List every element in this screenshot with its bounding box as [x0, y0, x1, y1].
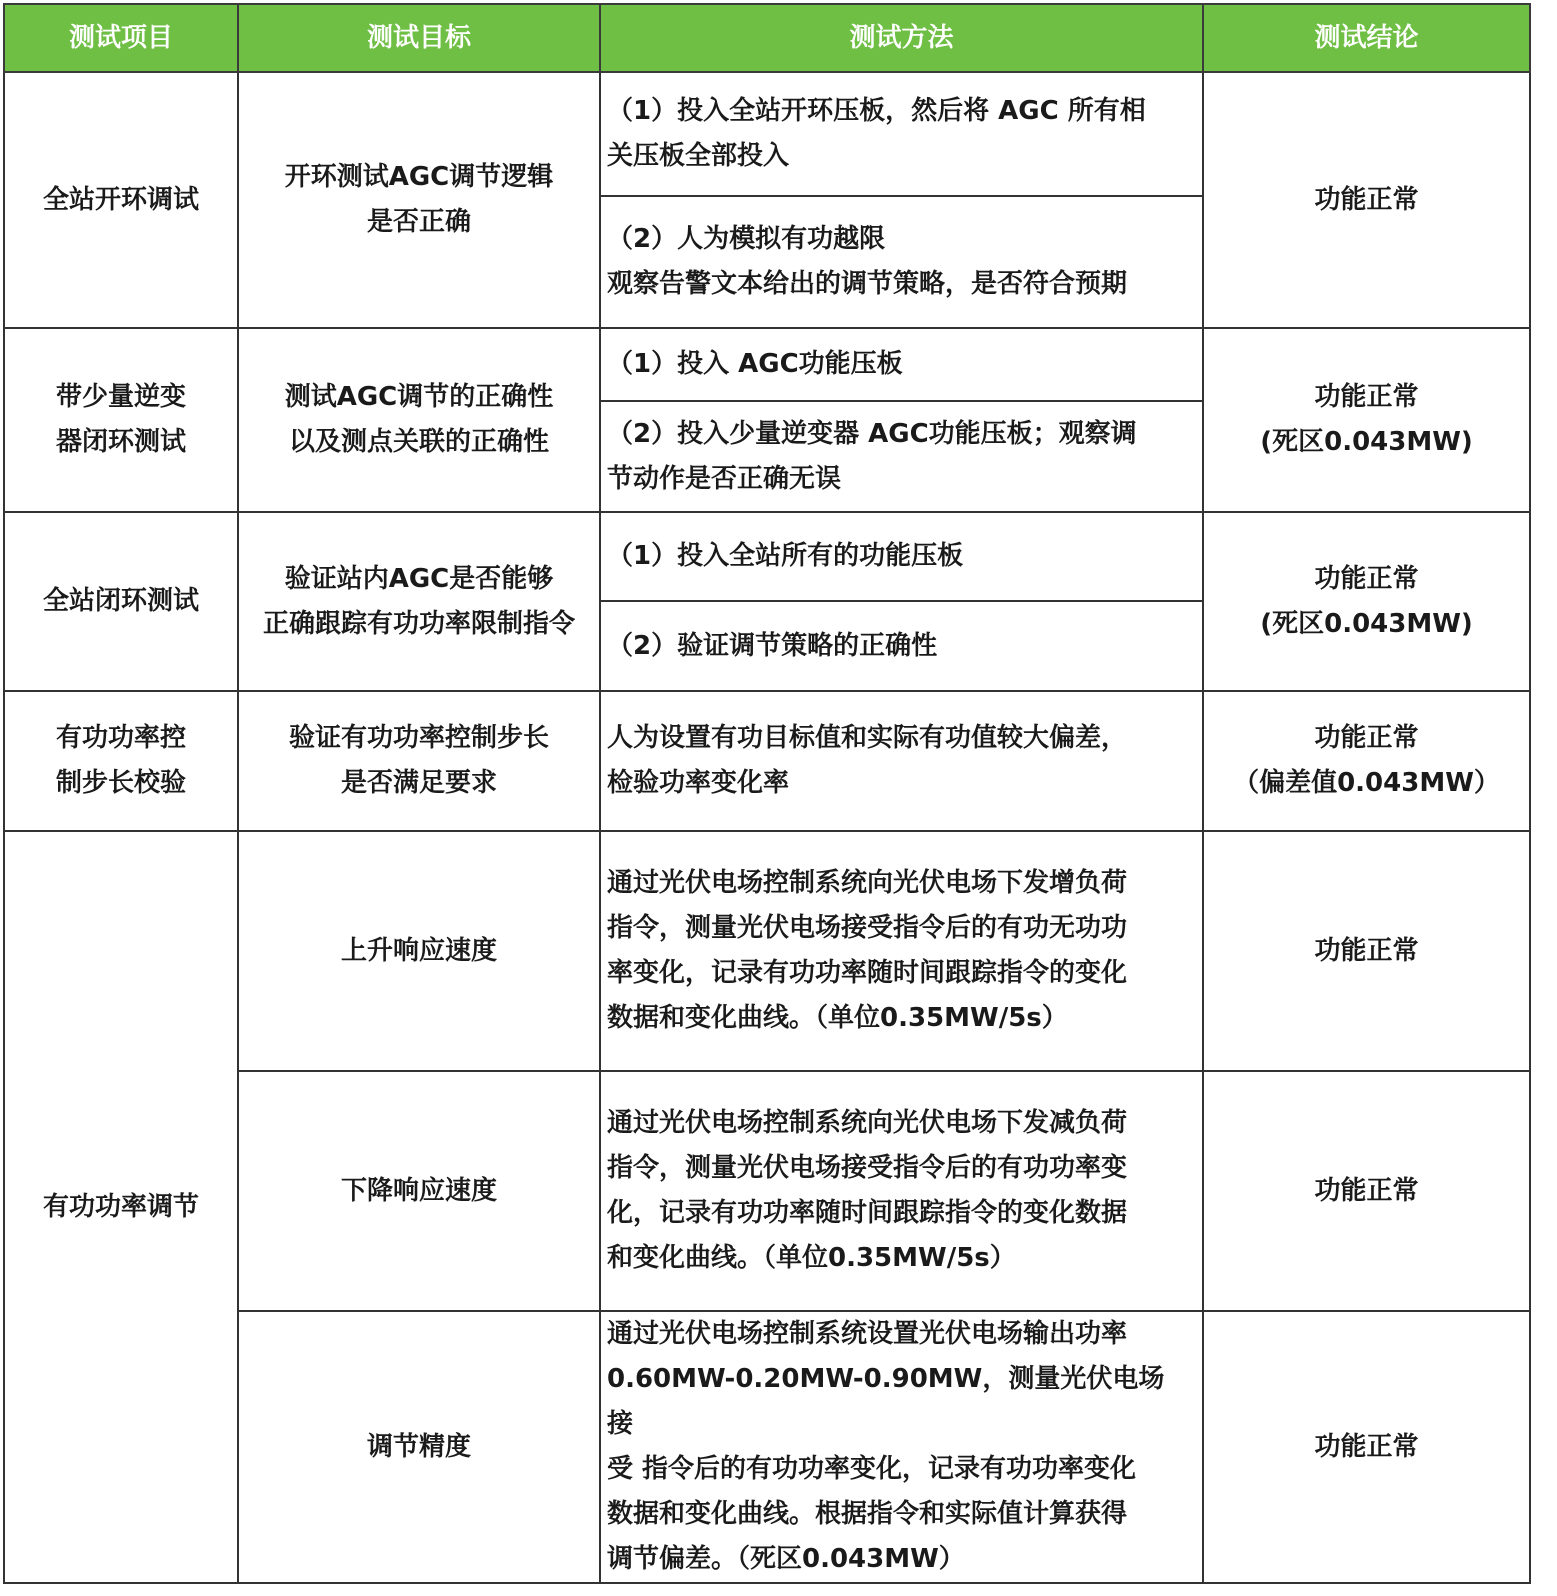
goal-line: 测试AGC调节的正确性	[284, 382, 554, 412]
method-line: 人为设置有功目标值和实际有功值较大偏差，	[607, 723, 1128, 753]
result-cell: 功能正常	[1203, 1071, 1530, 1311]
method-cell	[600, 512, 1203, 601]
method-cell	[600, 401, 1203, 512]
result-cell	[1203, 512, 1530, 691]
goal-line: 以及测点关联的正确性	[288, 427, 549, 457]
result-cell: 功能正常	[1203, 831, 1530, 1071]
item-line: 带少量逆变	[55, 382, 186, 412]
item-line: 器闭环测试	[55, 427, 186, 457]
method-line: 通过光伏电场控制系统向光伏电场下发增负荷	[607, 868, 1128, 898]
result-line: 功能正常	[1314, 184, 1419, 215]
method-cell	[600, 831, 1203, 1071]
method-line: 率变化，记录有功功率随时间跟踪指令的变化	[607, 958, 1128, 988]
method-line: 通过光伏电场控制系统向光伏电场下发减负荷	[607, 1108, 1128, 1138]
goal-line: 验证站内AGC是否能够	[284, 563, 554, 594]
goal-line: 是否满足要求	[340, 768, 497, 798]
header-test-method: 测试方法	[600, 4, 1203, 72]
method-cell	[600, 328, 1203, 401]
method-line: 指令，测量光伏电场接受指令后的有功无功功	[607, 913, 1128, 943]
agc-test-table	[3, 3, 1531, 1584]
method-line: （1）投入全站开环压板，然后将 AGC 所有相	[607, 96, 1146, 126]
table-row	[4, 691, 1530, 831]
result-cell	[1203, 328, 1530, 512]
result-line: 功能正常	[1314, 723, 1419, 753]
goal-line: 开环测试AGC调节逻辑	[284, 162, 554, 192]
item-cell: 全站闭环测试	[4, 512, 238, 691]
table-row	[4, 328, 1530, 401]
goal-cell	[238, 328, 600, 512]
item-cell: 全站开环调试	[4, 72, 238, 328]
header-test-result: 测试结论	[1203, 4, 1530, 72]
goal-cell: 调节精度	[238, 1311, 600, 1583]
method-line: 通过光伏电场控制系统设置光伏电场输出功率	[607, 1319, 1128, 1349]
method-line: （1）投入 AGC功能压板	[607, 349, 903, 379]
method-line: 0.60MW-0.20MW-0.90MW，测量光伏电场接	[607, 1364, 1165, 1439]
method-line: （1）投入全站所有的功能压板	[607, 541, 964, 571]
item-cell	[4, 328, 238, 512]
result-line: 功能正常	[1314, 563, 1419, 594]
method-line: 指令，测量光伏电场接受指令后的有功功率变	[607, 1153, 1128, 1183]
method-line: 和变化曲线。（单位0.35MW/5s）	[607, 1243, 1016, 1273]
method-line: 受 指令后的有功功率变化，记录有功功率变化	[607, 1454, 1137, 1484]
result-cell	[1203, 72, 1530, 328]
header-test-item: 测试项目	[4, 4, 238, 72]
method-cell	[600, 1311, 1203, 1583]
method-line: （2）验证调节策略的正确性	[607, 630, 938, 661]
header-row	[4, 4, 1530, 72]
goal-line: 正确跟踪有功功率限制指令	[262, 608, 575, 639]
result-line: (死区0.043MW)	[1260, 608, 1473, 639]
item-cell	[4, 691, 238, 831]
method-cell	[600, 691, 1203, 831]
method-cell	[600, 72, 1203, 196]
method-cell	[600, 601, 1203, 691]
result-line: 功能正常	[1314, 382, 1419, 412]
method-line: 关压板全部投入	[607, 141, 790, 171]
item-line: 制步长校验	[55, 768, 186, 798]
table-row	[4, 512, 1530, 601]
goal-cell	[238, 691, 600, 831]
result-cell	[1203, 691, 1530, 831]
method-line: （2）投入少量逆变器 AGC功能压板；观察调	[607, 418, 1137, 449]
item-line: 有功功率控	[55, 723, 186, 753]
header-test-goal: 测试目标	[238, 4, 600, 72]
method-line: 数据和变化曲线。（单位0.35MW/5s）	[607, 1003, 1068, 1033]
method-line: 调节偏差。（死区0.043MW）	[607, 1544, 965, 1574]
result-cell: 功能正常	[1203, 1311, 1530, 1583]
result-line: (死区0.043MW)	[1260, 427, 1473, 457]
goal-cell	[238, 512, 600, 691]
method-line: 数据和变化曲线。根据指令和实际值计算获得	[607, 1499, 1128, 1529]
table-row	[4, 831, 1530, 1071]
goal-cell: 下降响应速度	[238, 1071, 600, 1311]
method-cell	[600, 196, 1203, 328]
result-line: （偏差值0.043MW）	[1233, 768, 1500, 798]
method-line: 化，记录有功功率随时间跟踪指令的变化数据	[607, 1198, 1128, 1228]
method-line: （2）人为模拟有功越限	[607, 224, 886, 254]
goal-line: 是否正确	[366, 207, 471, 237]
test-table-wrapper	[3, 3, 1531, 1584]
table-row	[4, 72, 1530, 196]
goal-line: 验证有功功率控制步长	[288, 723, 549, 753]
goal-cell: 上升响应速度	[238, 831, 600, 1071]
method-line: 检验功率变化率	[607, 768, 790, 798]
method-line: 节动作是否正确无误	[607, 463, 842, 494]
method-cell	[600, 1071, 1203, 1311]
method-line: 观察告警文本给出的调节策略，是否符合预期	[607, 269, 1128, 299]
item-cell: 有功功率调节	[4, 831, 238, 1583]
goal-cell	[238, 72, 600, 328]
